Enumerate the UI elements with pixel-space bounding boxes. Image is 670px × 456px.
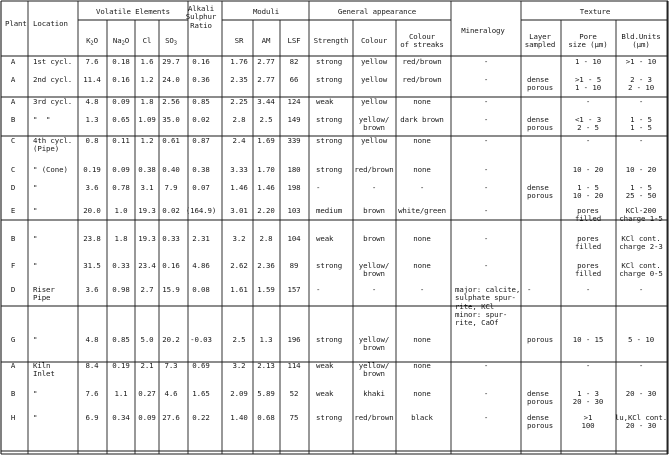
cell-units: 1 - 5 25 - 50 [625, 183, 657, 201]
cell-sr: 3.2 [232, 361, 246, 370]
cell-plant: C [10, 165, 16, 174]
cell-alkali: -0.03 [190, 335, 212, 344]
cell-k2o: 20.0 [83, 206, 101, 215]
cell-location: " (Cone) [33, 165, 68, 174]
cell-colour: red/brown [354, 165, 394, 174]
cell-colour: brown [363, 234, 385, 243]
cell-pore: 1 - 10 [574, 57, 602, 66]
cell-sr: 1.76 [230, 57, 248, 66]
cell-k2o: 7.6 [85, 57, 99, 66]
cell-layer: - [527, 285, 532, 294]
cell-cl: 1.09 [138, 115, 156, 124]
cell-pore: - [585, 97, 591, 106]
cell-na2o: 0.34 [112, 413, 130, 422]
header-moduli: Moduli [252, 7, 280, 16]
cell-sr: 3.01 [230, 206, 248, 215]
cell-strength: strong [316, 136, 343, 145]
cell-colour: yellow [360, 136, 388, 145]
cell-plant: A [10, 75, 16, 84]
cell-na2o: 0.33 [112, 261, 130, 270]
cell-lsf: 75 [289, 413, 299, 422]
cell-so3: 0.02 [162, 206, 180, 215]
header-streaks: Colour of streaks [400, 32, 444, 50]
header-lsf: LSF [287, 36, 301, 45]
cell-streaks: none [413, 97, 431, 106]
cell-lsf: 114 [287, 361, 301, 370]
cell-location: " [33, 335, 38, 344]
cell-alkali: 2.31 [192, 234, 210, 243]
cell-units: 10 - 20 [625, 165, 657, 174]
cell-layer: dense porous [527, 115, 554, 133]
cell-pore: <1 - 3 2 - 5 [574, 115, 602, 133]
cell-so3: 35.0 [162, 115, 180, 124]
cell-location: " " [33, 115, 51, 124]
cell-cl: 0.09 [138, 413, 156, 422]
cell-location: " [33, 206, 38, 215]
cell-na2o: 0.18 [112, 57, 130, 66]
cell-plant: A [10, 57, 16, 66]
cell-am: 3.44 [257, 97, 275, 106]
cell-am: 1.59 [257, 285, 275, 294]
cell-cl: 3.1 [140, 183, 154, 192]
cell-mineralogy: - [483, 206, 489, 215]
cell-alkali: 0.02 [192, 115, 210, 124]
cell-k2o: 23.8 [83, 234, 101, 243]
cell-cl: 19.3 [138, 206, 156, 215]
cell-location: " [33, 389, 38, 398]
cell-strength: strong [316, 261, 343, 270]
cell-plant: H [10, 413, 16, 422]
cell-so3: 15.9 [162, 285, 180, 294]
cell-lsf: 103 [287, 206, 301, 215]
cell-cl: 1.6 [140, 57, 154, 66]
cell-colour: yellow [360, 57, 388, 66]
cell-cl: 2.7 [140, 285, 154, 294]
cell-na2o: 1.0 [114, 206, 128, 215]
cell-alkali: 0.07 [192, 183, 210, 192]
cell-pore: 1 - 5 10 - 20 [572, 183, 604, 201]
cell-alkali: 4.86 [192, 261, 210, 270]
cell-so3: 2.56 [162, 97, 180, 106]
cell-na2o: 0.09 [112, 97, 130, 106]
cell-units: - [638, 285, 644, 294]
cell-am: 2.77 [257, 57, 275, 66]
cell-sr: 2.5 [232, 335, 246, 344]
cell-am: 1.70 [257, 165, 275, 174]
cell-am: 2.77 [257, 75, 275, 84]
cell-na2o: 0.09 [112, 165, 130, 174]
cell-units: 5 - 10 [627, 335, 655, 344]
header-colour: Colour [360, 36, 388, 45]
cell-colour: brown [363, 206, 385, 215]
cell-cl: 1.2 [140, 136, 154, 145]
cell-k2o: 4.8 [85, 335, 99, 344]
cell-colour: - [371, 183, 377, 192]
cell-colour: yellow/ brown [358, 335, 390, 353]
cell-strength: weak [316, 234, 334, 243]
cell-so3: 7.9 [164, 183, 178, 192]
cell-strength: strong [316, 75, 343, 84]
cell-lsf: 180 [287, 165, 301, 174]
cell-streaks: white/green [398, 206, 446, 215]
cell-plant: D [10, 285, 16, 294]
cell-so3: 0.33 [162, 234, 180, 243]
cell-layer: dense porous [527, 183, 554, 201]
header-units: Bld.Units (µm) [621, 32, 661, 50]
cell-sr: 2.09 [230, 389, 248, 398]
cell-plant: A [10, 97, 16, 106]
cell-cl: 1.2 [140, 75, 154, 84]
cell-alkali: (164.9) [185, 206, 217, 215]
cell-am: 2.8 [259, 234, 273, 243]
cell-k2o: 4.8 [85, 97, 99, 106]
cell-na2o: 0.65 [112, 115, 130, 124]
cell-sr: 2.62 [230, 261, 248, 270]
cell-plant: C [10, 136, 16, 145]
cell-lsf: 149 [287, 115, 301, 124]
cell-location: " [33, 183, 38, 192]
cell-colour: red/brown [354, 413, 394, 422]
cell-pore: 10 - 15 [572, 335, 604, 344]
cell-strength: strong [316, 413, 343, 422]
cell-cl: 19.3 [138, 234, 156, 243]
header-am: AM [261, 36, 271, 45]
cell-k2o: 7.6 [85, 389, 99, 398]
cell-k2o: 6.9 [85, 413, 99, 422]
cell-units: 20 - 30 [625, 389, 657, 398]
cell-strength: strong [316, 335, 343, 344]
cell-cl: 5.0 [140, 335, 154, 344]
cell-am: 1.46 [257, 183, 275, 192]
cell-streaks: black [411, 413, 433, 422]
cell-am: 2.13 [257, 361, 275, 370]
cell-units: 2 - 3 2 - 10 [627, 75, 655, 93]
cell-alkali: 1.65 [192, 389, 210, 398]
header-cl: Cl [142, 36, 152, 45]
cell-lsf: 196 [287, 335, 301, 344]
cell-colour: khaki [363, 389, 385, 398]
cell-k2o: 31.5 [83, 261, 101, 270]
cell-lsf: 104 [287, 234, 301, 243]
cell-units: >1 - 10 [625, 57, 657, 66]
header-texture: Texture [579, 7, 611, 16]
cell-strength: weak [316, 389, 334, 398]
cell-plant: A [10, 361, 16, 370]
cell-am: 0.68 [257, 413, 275, 422]
cell-colour: yellow/ brown [358, 115, 390, 133]
cell-na2o: 0.19 [112, 361, 130, 370]
cell-so3: 29.7 [162, 57, 180, 66]
cell-streaks: red/brown [402, 75, 442, 84]
cell-plant: G [10, 335, 16, 344]
cell-mineralogy: - [483, 97, 489, 106]
cell-streaks: none [413, 234, 431, 243]
cell-pore: 10 - 20 [572, 165, 604, 174]
cell-streaks: - [419, 285, 425, 294]
cell-plant: B [10, 115, 16, 124]
cell-streaks: none [413, 335, 431, 344]
cell-k2o: 11.4 [83, 75, 101, 84]
cell-lsf: 52 [289, 389, 299, 398]
cell-streaks: none [413, 361, 431, 370]
cell-so3: 0.61 [162, 136, 180, 145]
cell-plant: F [10, 261, 16, 270]
cell-alkali: 0.87 [192, 136, 210, 145]
cell-na2o: 0.78 [112, 183, 130, 192]
cell-sr: 1.40 [230, 413, 248, 422]
cell-units: lu,KCl cont. 20 - 30 [614, 413, 668, 431]
cell-mineralogy: - [483, 389, 489, 398]
cell-pore: 1 - 3 20 - 30 [572, 389, 604, 407]
cell-layer: dense porous [527, 413, 554, 431]
cell-sr: 2.8 [232, 115, 246, 124]
cell-k2o: 0.8 [85, 136, 99, 145]
cell-units: KCl cont. charge 2-3 [619, 234, 663, 252]
cell-na2o: 0.16 [112, 75, 130, 84]
cell-units: - [638, 97, 644, 106]
cell-na2o: 1.8 [114, 234, 128, 243]
cell-k2o: 1.3 [85, 115, 99, 124]
cell-k2o: 3.6 [85, 183, 99, 192]
cell-streaks: none [413, 261, 431, 270]
cell-sr: 3.2 [232, 234, 246, 243]
cell-mineralogy: - [483, 361, 489, 370]
cell-lsf: 89 [289, 261, 299, 270]
cell-streaks: none [413, 165, 431, 174]
cell-k2o: 8.4 [85, 361, 99, 370]
cell-layer: porous [527, 335, 554, 344]
cell-lsf: 82 [289, 57, 299, 66]
cell-k2o: 0.19 [83, 165, 101, 174]
cell-units: - [638, 361, 644, 370]
cell-am: 5.89 [257, 389, 275, 398]
cell-na2o: 0.85 [112, 335, 130, 344]
cell-strength: strong [316, 115, 343, 124]
cell-sr: 2.35 [230, 75, 248, 84]
cell-pore: pores filled [574, 234, 602, 252]
cell-alkali: 0.16 [192, 57, 210, 66]
header-layer: Layer sampled [524, 32, 556, 50]
cell-cl: 0.27 [138, 389, 156, 398]
cell-pore: - [585, 285, 591, 294]
cell-units: 1 - 5 1 - 5 [630, 115, 652, 133]
cell-sr: 2.25 [230, 97, 248, 106]
cell-location: 1st cycl. [33, 57, 73, 66]
cell-so3: 7.3 [164, 361, 178, 370]
cell-pore: - [585, 136, 591, 145]
cell-location: Kiln Inlet [33, 361, 55, 379]
cell-mineralogy: - [483, 75, 489, 84]
header-na2o: $Na_2O$ [112, 36, 130, 47]
cell-streaks: dark brown [400, 115, 444, 124]
cell-mineralogy: - [483, 165, 489, 174]
cell-location: 2nd cycl. [33, 75, 73, 84]
cell-strength: weak [316, 97, 334, 106]
cell-am: 2.5 [259, 115, 273, 124]
cell-am: 1.69 [257, 136, 275, 145]
cell-location: " [33, 413, 38, 422]
cell-streaks: red/brown [402, 57, 442, 66]
cell-plant: D [10, 183, 16, 192]
cell-streaks: - [419, 183, 425, 192]
header-sr: SR [234, 36, 244, 45]
cell-location: 4th cycl. (Pipe) [33, 136, 73, 154]
header-so3: $SO_3$ [165, 36, 177, 47]
cell-mineralogy: - [483, 234, 489, 243]
cell-pore: pores filled [574, 261, 602, 279]
header-pore: Pore size (µm) [568, 32, 608, 50]
cell-colour: yellow [360, 97, 388, 106]
cell-lsf: 198 [287, 183, 301, 192]
cell-colour: yellow [360, 75, 388, 84]
cell-units: KCl cont. charge 0-5 [619, 261, 663, 279]
cell-k2o: 3.6 [85, 285, 99, 294]
cell-sr: 3.33 [230, 165, 248, 174]
cell-lsf: 124 [287, 97, 301, 106]
cell-so3: 0.40 [162, 165, 180, 174]
header-strength: Strength [313, 36, 349, 45]
cell-sr: 1.61 [230, 285, 248, 294]
header-plant: Plant [5, 19, 27, 28]
header-general: General appearance [337, 7, 417, 16]
cell-alkali: 0.69 [192, 361, 210, 370]
cell-so3: 0.16 [162, 261, 180, 270]
cell-plant: B [10, 389, 16, 398]
cell-strength: strong [316, 57, 343, 66]
cell-pore: >1 - 5 1 - 10 [574, 75, 602, 93]
cell-mineralogy: - [483, 413, 489, 422]
cell-streaks: none [413, 389, 431, 398]
cell-alkali: 0.36 [192, 75, 210, 84]
cell-cl: 2.1 [140, 361, 154, 370]
cell-mineralogy: - [483, 115, 489, 124]
cell-alkali: 0.85 [192, 97, 210, 106]
cell-cl: 0.38 [138, 165, 156, 174]
header-mineralogy: Mineralogy [461, 26, 505, 35]
cell-sr: 1.46 [230, 183, 248, 192]
cell-strength: medium [316, 206, 343, 215]
cell-am: 1.3 [259, 335, 273, 344]
cell-so3: 27.6 [162, 413, 180, 422]
cell-location: " [33, 234, 38, 243]
cell-plant: B [10, 234, 16, 243]
cell-strength: strong [316, 165, 343, 174]
header-alkali: Alkali Sulphur Ratio [185, 4, 217, 30]
cell-cl: 1.8 [140, 97, 154, 106]
cell-cl: 23.4 [138, 261, 156, 270]
cell-so3: 4.6 [164, 389, 178, 398]
cell-strength: - [316, 285, 321, 294]
cell-so3: 24.0 [162, 75, 180, 84]
cell-layer: dense porous [527, 75, 554, 93]
cell-so3: 20.2 [162, 335, 180, 344]
cell-pore: - [585, 361, 591, 370]
cell-location: 3rd cycl. [33, 97, 73, 106]
cell-units: - [638, 136, 644, 145]
cell-location: Riser Pipe [33, 285, 55, 303]
cell-na2o: 1.1 [114, 389, 128, 398]
cell-mineralogy: - [483, 57, 489, 66]
header-volatile: Volatile Elements [96, 7, 170, 16]
cell-am: 2.36 [257, 261, 275, 270]
cell-na2o: 0.11 [112, 136, 130, 145]
cell-units: KCl-200 charge 1-5 [619, 206, 663, 224]
cell-lsf: 66 [289, 75, 299, 84]
cell-alkali: 0.38 [192, 165, 210, 174]
cell-strength: - [316, 183, 321, 192]
cell-na2o: 0.98 [112, 285, 130, 294]
cell-colour: yellow/ brown [358, 261, 390, 279]
cell-colour: - [371, 285, 377, 294]
cell-mineralogy: major: calcite, sulphate spur- rite, KCl minor: spur- rite, CaOf [455, 285, 521, 328]
cell-mineralogy: - [483, 136, 489, 145]
cell-alkali: 0.22 [192, 413, 210, 422]
cell-strength: weak [316, 361, 334, 370]
cell-colour: yellow/ brown [358, 361, 390, 379]
cell-mineralogy: - [483, 183, 489, 192]
cell-lsf: 157 [287, 285, 301, 294]
cell-alkali: 0.08 [192, 285, 210, 294]
cell-location: " [33, 261, 38, 270]
cell-am: 2.20 [257, 206, 275, 215]
header-location: Location [33, 19, 68, 28]
cell-pore: pores filled [574, 206, 602, 224]
header-k2o: $K_2O$ [86, 36, 98, 47]
cell-sr: 2.4 [232, 136, 246, 145]
cell-pore: >1 100 [581, 413, 595, 431]
cell-layer: dense porous [527, 389, 554, 407]
cell-lsf: 339 [287, 136, 301, 145]
cell-streaks: none [413, 136, 431, 145]
cell-mineralogy: - [483, 261, 489, 270]
cell-plant: E [10, 206, 16, 215]
